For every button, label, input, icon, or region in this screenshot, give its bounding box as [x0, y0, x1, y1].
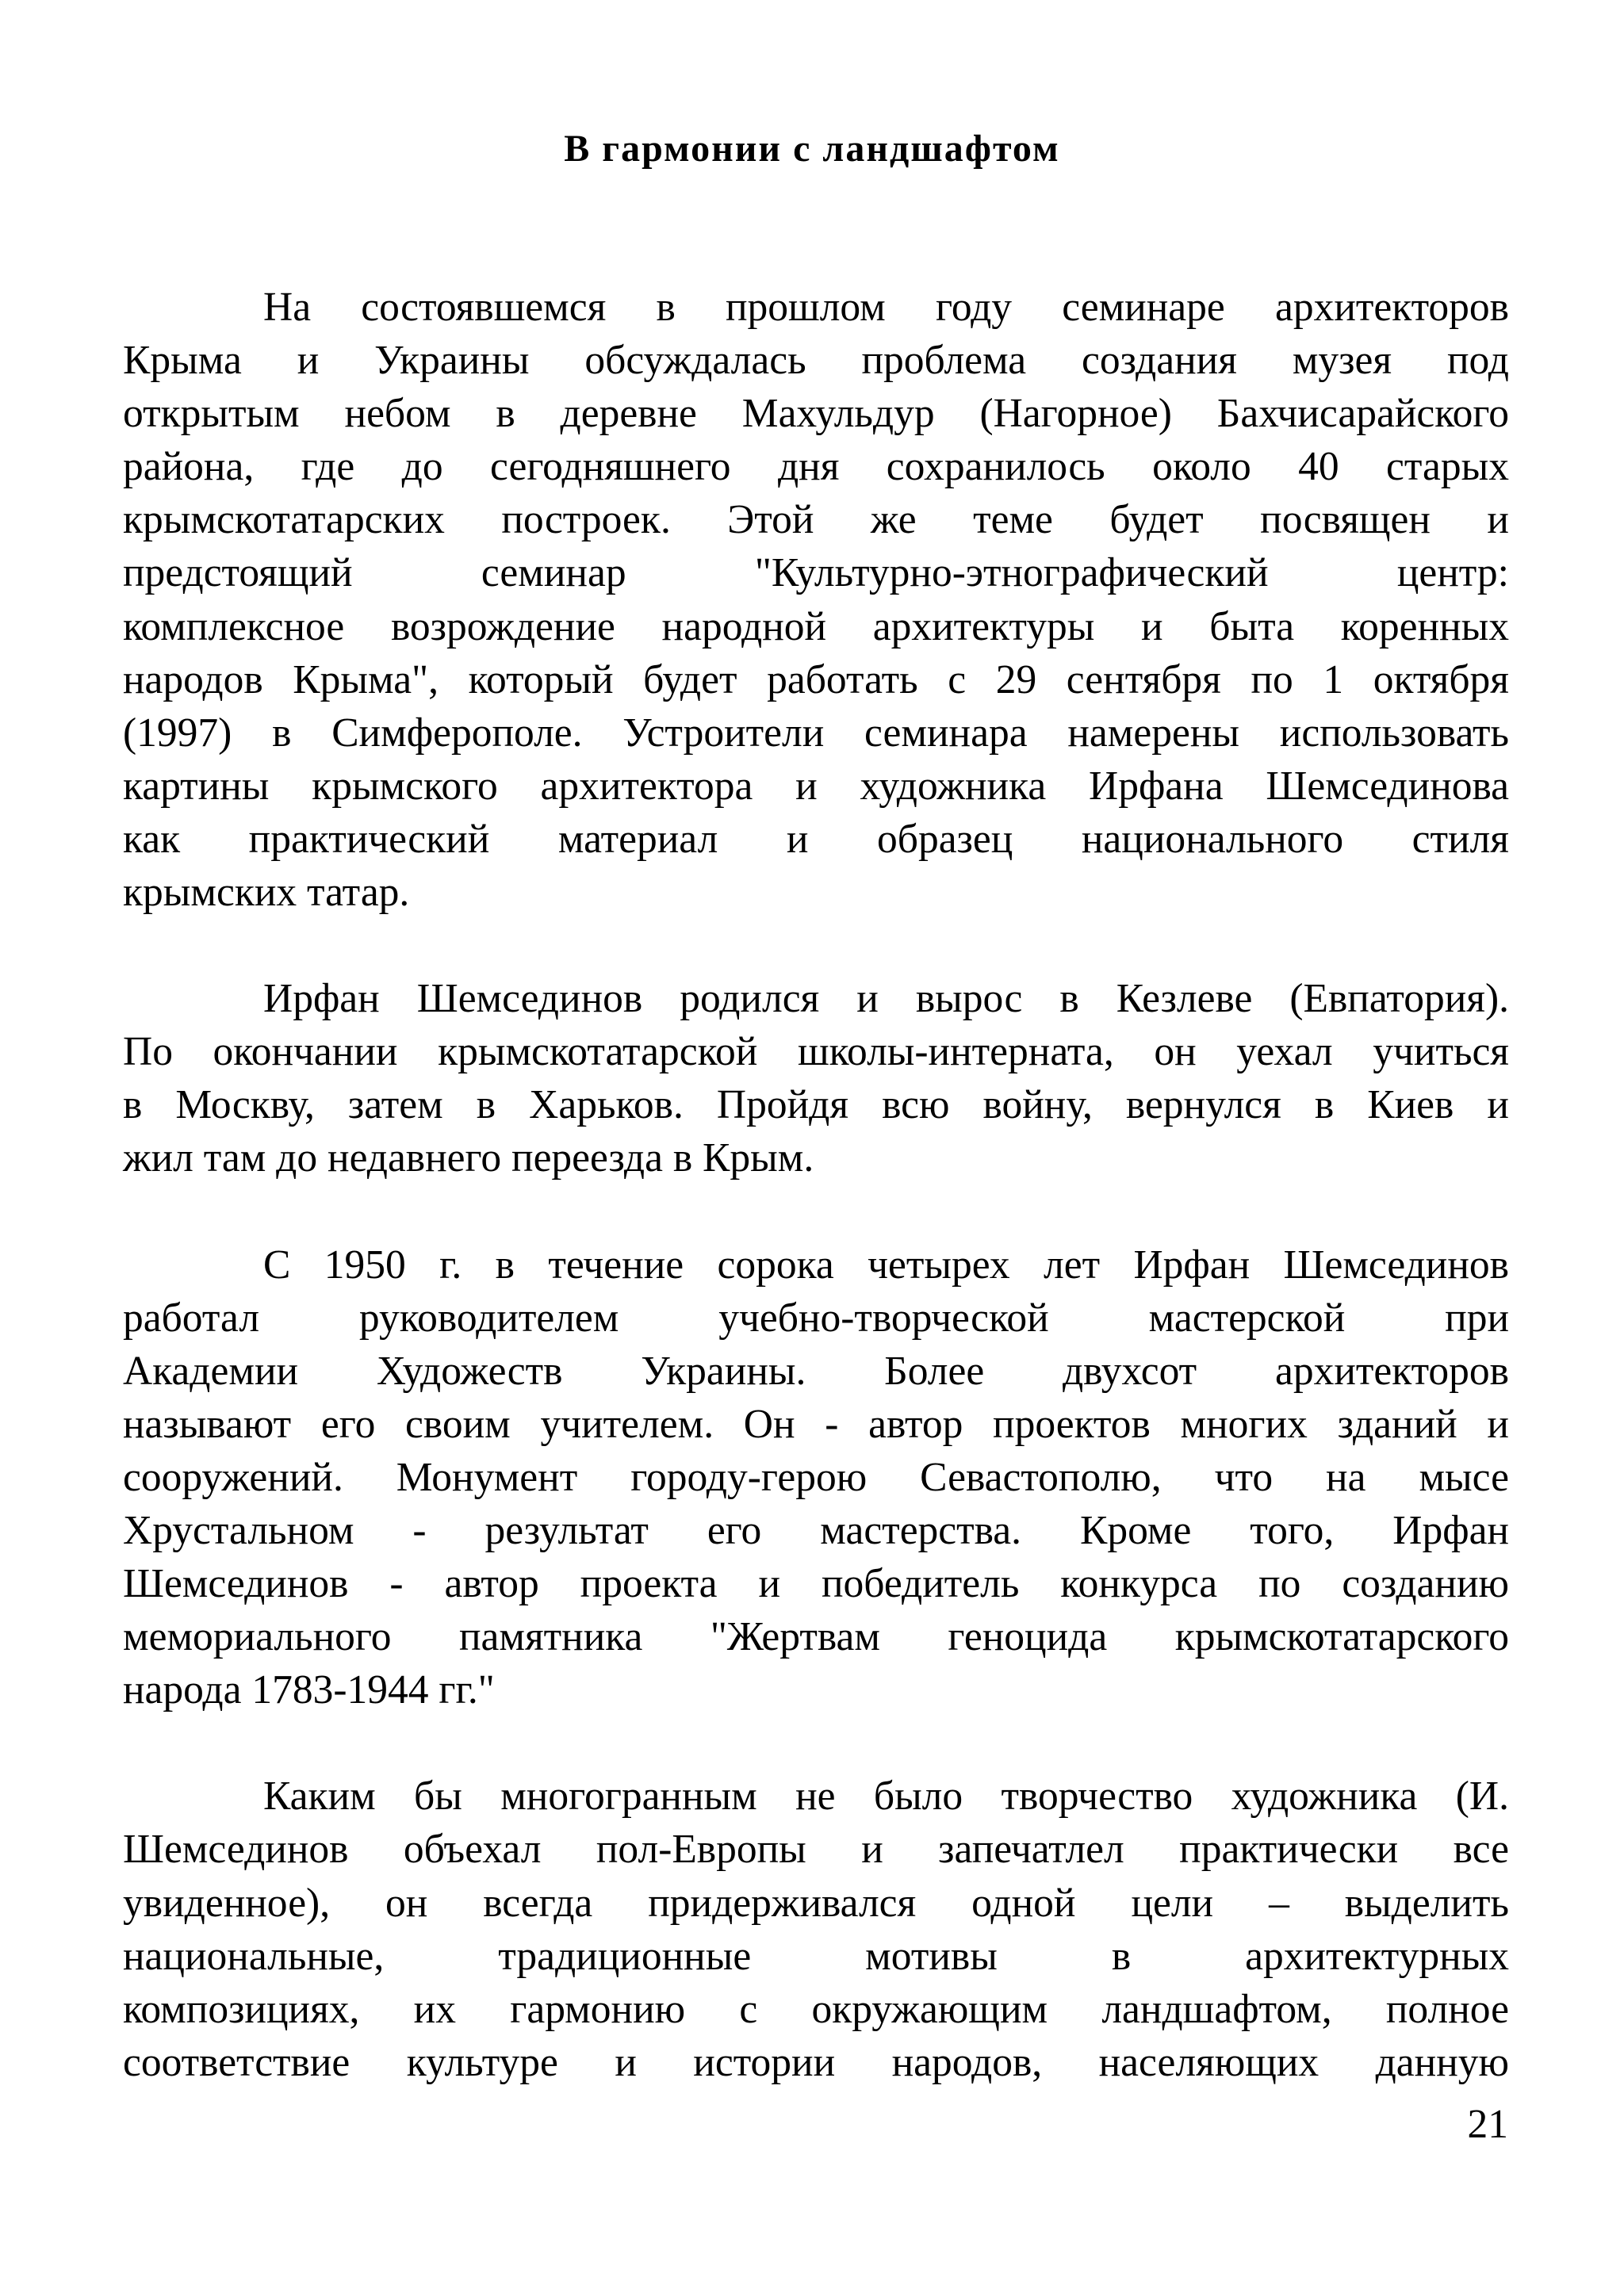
text-line: композициях, их гармонию с окружающим ландшафтом, полное [123, 1986, 1509, 2032]
text-line: Шемсединов - автор проекта и победитель конкурса по созданию [123, 1561, 1509, 1607]
text-line: соответствие культуре и истории народов, населяющих данную [123, 2039, 1509, 2085]
article-body [123, 281, 1509, 2142]
paragraph-1 [123, 281, 1509, 919]
text-line: сооружений. Монумент городу-герою Севастополю, что на мысе [123, 1454, 1509, 1500]
text-line: С 1950 г. в течение сорока четырех лет Ирфан Шемсединов [263, 1242, 1509, 1288]
text-line: как практический материал и образец национального стиля [123, 816, 1509, 862]
text-line: крымскотатарских построек. Этой же теме будет посвящен и [123, 497, 1509, 543]
paragraph-4 [123, 1770, 1509, 2089]
text-line: открытым небом в деревне Махульдур (Нагорное) Бахчисарайского [123, 391, 1509, 437]
text-line: жил там до недавнего переезда в Крым. [123, 1135, 814, 1181]
text-line: комплексное возрождение народной архитектуры и быта коренных [123, 603, 1509, 649]
text-line: крымских татар. [123, 870, 410, 916]
text-line: Каким бы многогранным не было творчество художника (И. [263, 1774, 1509, 1820]
text-line: народов Крыма", который будет работать с 29 сентября по 1 октября [123, 656, 1509, 702]
text-line: района, где до сегодняшнего дня сохранилось около 40 старых [123, 444, 1509, 490]
text-line: Шемсединов объехал пол-Европы и запечатлел практически все [123, 1827, 1509, 1873]
text-line: народа 1783-1944 гг." [123, 1667, 495, 1713]
text-line: По окончании крымскотатарской школы-интерната, он уехал учиться [123, 1029, 1509, 1075]
text-line: называют его своим учителем. Он - автор проектов многих зданий и [123, 1401, 1509, 1447]
text-line: национальные, традиционные мотивы в архитектурных [123, 1933, 1509, 1979]
text-line: Крыма и Украины обсуждалась проблема создания музея под [123, 338, 1509, 384]
text-line: картины крымского архитектора и художника Ирфана Шемсединова [123, 763, 1509, 809]
text-line: работал руководителем учебно-творческой мастерской при [123, 1295, 1509, 1341]
paragraph-3 [123, 1238, 1509, 1717]
article-title: В гармонии с ландшафтом [564, 128, 1060, 170]
text-line: предстоящий семинар "Культурно-этнографический центр: [123, 550, 1509, 596]
text-line: увиденное), он всегда придерживался одной цели – выделить [123, 1880, 1509, 1926]
text-line: Хрустальном - результат его мастерства. Кроме того, Ирфан [123, 1507, 1509, 1553]
text-line: (1997) в Симферополе. Устроители семинара намерены использовать [123, 710, 1509, 756]
text-line: в Москву, затем в Харьков. Пройдя всю войну, вернулся в Киев и [123, 1082, 1509, 1128]
text-line: Ирфан Шемсединов родился и вырос в Кезлеве (Евпатория). [263, 976, 1509, 1022]
text-line: Академии Художеств Украины. Более двухсот архитекторов [123, 1348, 1509, 1394]
paragraph-2 [123, 972, 1509, 1184]
page-number: 21 [1467, 2102, 1508, 2147]
text-line: мемориального памятника "Жертвам геноцида крымскотатарского [123, 1614, 1509, 1660]
text-line: На состоявшемся в прошлом году семинаре архитекторов [263, 285, 1509, 330]
